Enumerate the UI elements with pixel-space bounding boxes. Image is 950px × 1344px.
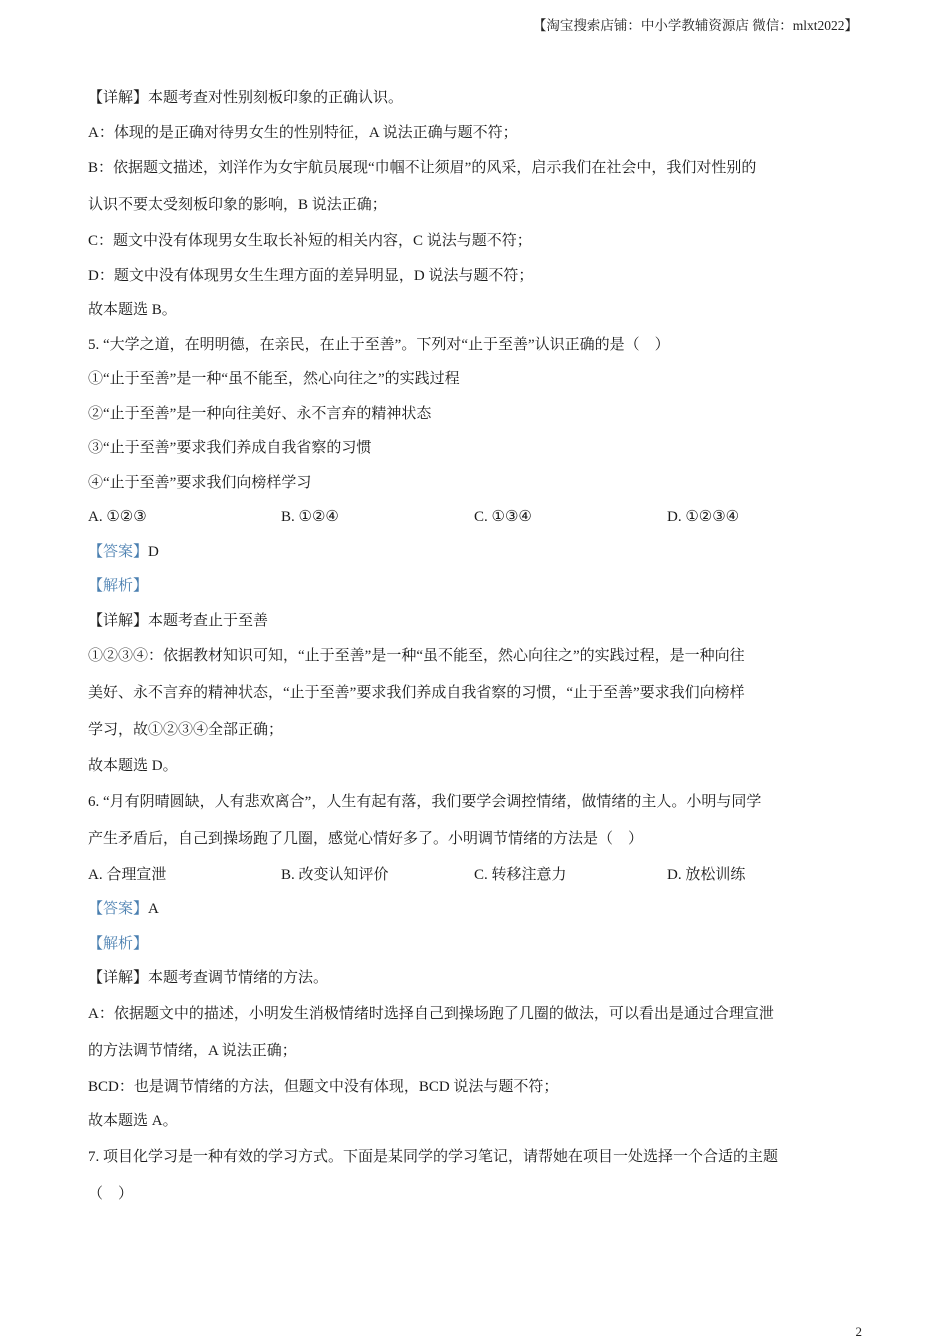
q7-stem-1: 7. 项目化学习是一种有效的学习方式。下面是某同学的学习笔记，请帮她在项目一处选择一个合适的主题 [88, 1148, 779, 1165]
q5-option-a: A. ①②③ [88, 509, 147, 525]
q6-detail: 【详解】本题考查调节情绪的方法。 [88, 970, 329, 986]
q6-answer-label: 【答案】 [88, 901, 149, 917]
q6-option-d: D. 放松训练 [667, 866, 746, 883]
q6-answer [88, 892, 860, 927]
q5-explain-2: 美好、永不言弃的精神状态，“止于至善”要求我们养成自我省察的习惯，“止于至善”要求我们向榜样 [88, 685, 745, 701]
q5-explain-3: 学习，故①②③④全部正确； [88, 722, 284, 738]
q6-option-a: A. 合理宣泄 [88, 866, 167, 883]
q5-conclusion: 故本题选 D。 [88, 758, 178, 774]
q5-explain-1: ①②③④：依据教材知识可知，“止于至善”是一种“虽不能至，然心向往之”的实践过程，是一种向往 [88, 648, 745, 664]
q5-options [88, 500, 860, 535]
q4-explain-c: C：题文中没有体现男女生取长补短的相关内容，C 说法与题不符； [88, 233, 532, 249]
q5-statement-4: ④“止于至善”要求我们向榜样学习 [88, 474, 312, 491]
q4-explain-b2: 认识不要太受刻板印象的影响，B 说法正确； [88, 197, 387, 213]
q5-option-b: B. ①②④ [281, 509, 339, 525]
q6-option-b: B. 改变认知评价 [281, 866, 389, 883]
q4-conclusion: 故本题选 B。 [88, 302, 177, 318]
q6-explain-a2: 的方法调节情绪，A 说法正确； [88, 1042, 297, 1059]
q6-option-c: C. 转移注意力 [474, 866, 567, 883]
page-header: 【淘宝搜索店铺：中小学教辅资源店 微信：mlxt2022】 [532, 18, 858, 33]
q6-stem-2: 产生矛盾后，自己到操场跑了几圈，感觉心情好多了。小明调节情绪的方法是（ ） [88, 830, 644, 847]
q4-detail: 【详解】本题考查对性别刻板印象的正确认识。 [88, 90, 404, 106]
q5-option-c: C. ①③④ [474, 509, 532, 525]
q6-explain-bcd: BCD：也是调节情绪的方法，但题文中没有体现，BCD 说法与题不符； [88, 1078, 559, 1095]
page-number: 2 [855, 1324, 862, 1339]
q6-stem-1: 6. “月有阴晴圆缺，人有悲欢离合”，人生有起有落，我们要学会调控情绪，做情绪的主人。小明与同学 [88, 793, 762, 810]
q5-stem: 5. “大学之道，在明明德，在亲民，在止于至善”。下列对“止于至善”认识正确的是（ ） [88, 336, 670, 353]
q4-explain-d: D：题文中没有体现男女生生理方面的差异明显，D 说法与题不符； [88, 267, 534, 284]
q5-detail: 【详解】本题考查止于至善 [88, 612, 269, 629]
q5-analysis-label: 【解析】 [88, 578, 149, 594]
q5-statement-3: ③“止于至善”要求我们养成自我省察的习惯 [88, 440, 372, 456]
q6-conclusion: 故本题选 A。 [88, 1113, 178, 1129]
q6-analysis-label: 【解析】 [88, 935, 149, 952]
q4-explain-a: A：体现的是正确对待男女生的性别特征，A 说法正确与题不符； [88, 124, 518, 141]
q4-explain-b1: B：依据题文描述，刘洋作为女宇航员展现“巾帼不让须眉”的风采，启示我们在社会中，我们对性别的 [88, 160, 757, 176]
q5-statement-2: ②“止于至善”是一种向往美好、永不言弃的精神状态 [88, 405, 432, 422]
q5-answer [88, 535, 860, 570]
q5-option-d: D. ①②③④ [667, 509, 740, 525]
q5-answer-value: D [148, 543, 159, 560]
q6-answer-value: A [148, 901, 159, 917]
q5-statement-1: ①“止于至善”是一种“虽不能至，然心向往之”的实践过程 [88, 371, 460, 387]
q7-stem-2: （ ） [88, 1185, 134, 1202]
document-body [88, 81, 860, 1213]
q6-explain-a1: A：依据题文中的描述，小明发生消极情绪时选择自己到操场跑了几圈的做法，可以看出是通过合理宣泄 [88, 1005, 774, 1022]
q5-answer-label: 【答案】 [88, 543, 149, 560]
q6-options [88, 858, 860, 893]
